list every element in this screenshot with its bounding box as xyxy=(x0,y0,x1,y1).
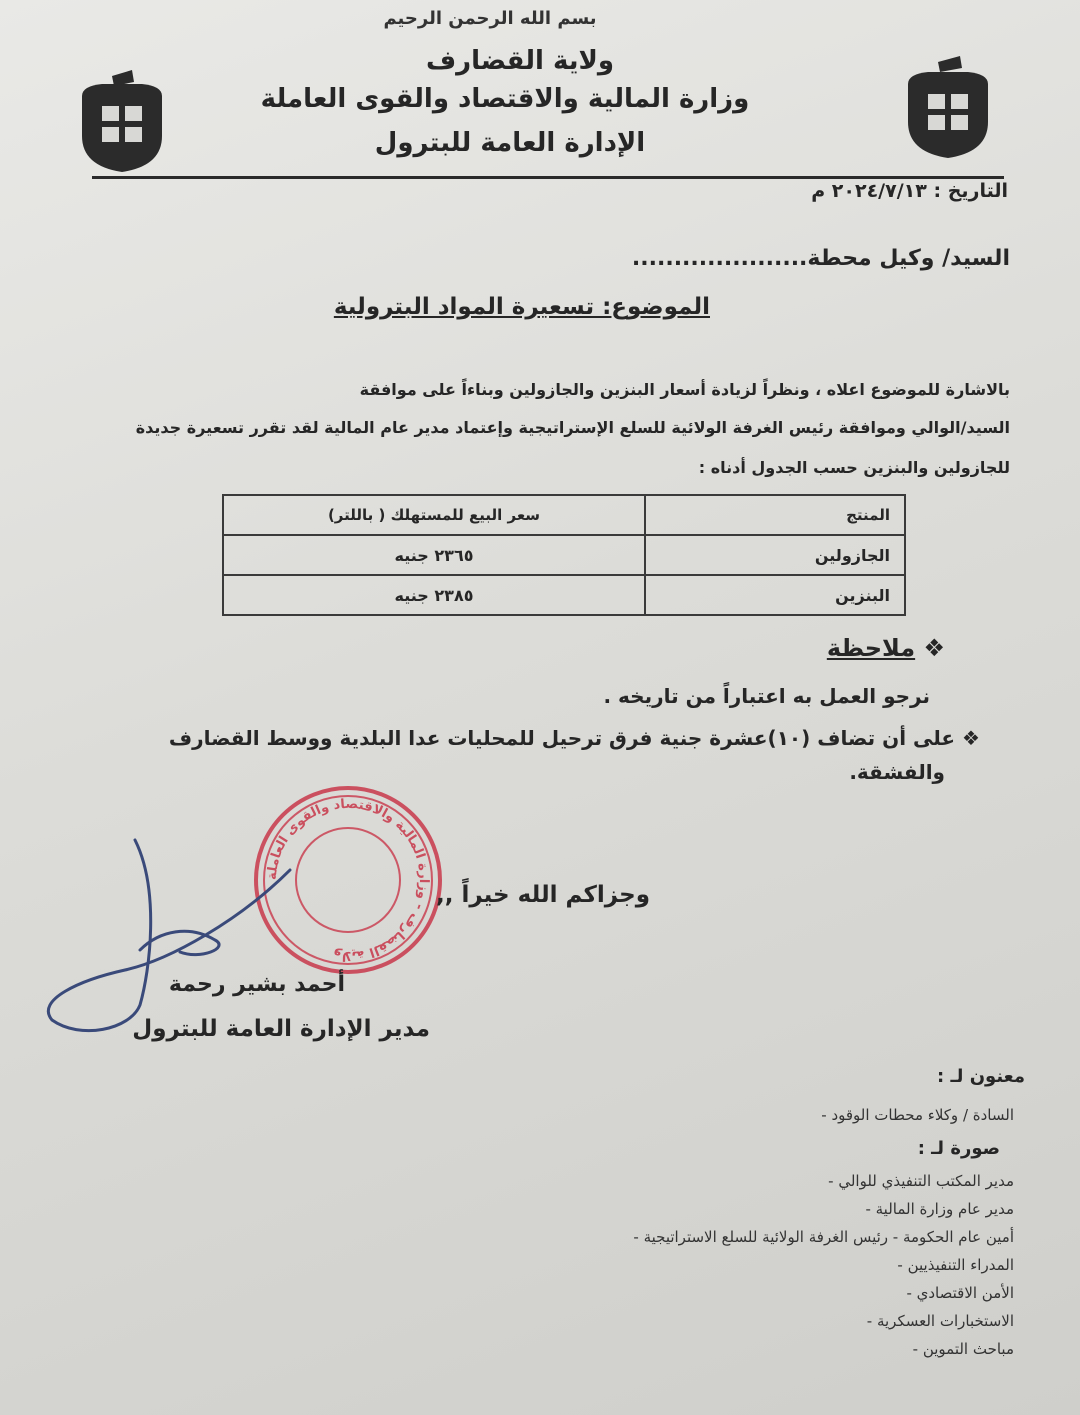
ministry-name: وزارة المالية والاقتصاد والقوى العاملة xyxy=(260,84,750,114)
subject-line: الموضوع: تسعيرة المواد البترولية xyxy=(333,294,710,320)
cc-item-text: مدير المكتب التنفيذي للوالي xyxy=(838,1172,1014,1190)
signatory-name: أحمد بشير رحمة xyxy=(168,972,345,997)
cc-item: الاستخبارات العسكرية - xyxy=(866,1312,1014,1330)
state-emblem-left-icon xyxy=(72,66,172,176)
price-table xyxy=(222,494,906,616)
state-emblem-right-icon xyxy=(898,50,998,160)
stamp-text: ولاية القضارف - وزارة المالية والاقتصاد والقوى العاملة xyxy=(264,796,432,964)
product-cell: البنزين xyxy=(645,575,905,615)
state-name: ولاية القضارف xyxy=(425,46,615,76)
cc-item: الأمن الاقتصادي - xyxy=(906,1284,1014,1302)
note-heading xyxy=(827,634,945,662)
cc-item-text: المدراء التنفيذيين xyxy=(907,1256,1014,1274)
cc-item-text: الاستخبارات العسكرية xyxy=(876,1312,1014,1330)
price-cell: ٢٣٦٥ جنيه xyxy=(223,535,645,575)
header-divider xyxy=(92,176,1004,179)
date-value: ٢٠٢٤/٧/١٣ م xyxy=(811,180,927,202)
body-line: السيد/الوالي وموافقة رئيس الغرفة الولائية للسلع الإستراتيجية وإعتماد مدير عام المالية لقد تقرر تسعيرة جديدة xyxy=(135,418,1010,437)
cc-item-text: أمين عام الحكومة - رئيس الغرفة الولائية للسلع الاستراتيجية xyxy=(643,1228,1014,1246)
cc-item-text: الأمن الاقتصادي xyxy=(916,1284,1014,1302)
note-title: ملاحظة xyxy=(826,634,916,662)
addressee xyxy=(632,246,1010,271)
bullet-diamond-icon: ❖ xyxy=(955,726,980,750)
closing-line: وجزاكم الله خيراً ,, xyxy=(436,882,650,908)
cc-item: مدير المكتب التنفيذي للوالي - xyxy=(828,1172,1014,1190)
addressed-item: السادة / وكلاء محطات الوقود - xyxy=(821,1106,1014,1124)
price-table-header-row xyxy=(223,495,905,535)
note-item: والفشقة. xyxy=(849,760,945,784)
cc-item: أمين عام الحكومة - رئيس الغرفة الولائية للسلع الاستراتيجية - xyxy=(633,1228,1014,1246)
column-header-price: سعر البيع للمستهلك ( باللتر) xyxy=(223,495,645,535)
note-item-text: على أن تضاف (١٠)عشرة جنية فرق ترحيل للمحليات عدا البلدية ووسط القضارف xyxy=(168,726,956,750)
date-line xyxy=(811,180,1008,202)
cc-item: مدير عام وزارة المالية - xyxy=(865,1200,1014,1218)
cc-item-text: مدير عام وزارة المالية xyxy=(875,1200,1014,1218)
addressee-text: السيد/ وكيل محطة xyxy=(807,246,1010,271)
body-line: بالاشارة للموضوع اعلاه ، ونظراً لزيادة أسعار البنزين والجازولين وبناءاً على موافقة xyxy=(359,380,1010,399)
addressed-item-text: السادة / وكلاء محطات الوقود xyxy=(831,1106,1014,1124)
table-row xyxy=(223,535,905,575)
note-item xyxy=(169,726,980,750)
department-name: الإدارة العامة للبترول xyxy=(374,128,646,158)
bullet-diamond-icon: ❖ xyxy=(915,634,945,662)
signatory-title: مدير الإدارة العامة للبترول xyxy=(132,1016,430,1042)
basmala: بسم الله الرحمن الرحيم xyxy=(383,8,597,29)
addressee-dots: ..................... xyxy=(631,246,808,271)
product-cell: الجازولين xyxy=(645,535,905,575)
column-header-product: المنتج xyxy=(645,495,905,535)
note-item: نرجو العمل به اعتباراً من تاريخه . xyxy=(603,684,930,708)
date-label: التاريخ : xyxy=(933,180,1008,202)
addressed-to-label: معنون لـ : xyxy=(937,1066,1025,1087)
cc-item: مباحث التموين - xyxy=(912,1340,1014,1358)
price-cell: ٢٣٨٥ جنيه xyxy=(223,575,645,615)
body-line: للجازولين والبنزين حسب الجدول أدناه : xyxy=(698,458,1010,477)
copy-to-label: صورة لـ : xyxy=(917,1138,1000,1159)
cc-item: المدراء التنفيذيين - xyxy=(897,1256,1014,1274)
cc-item-text: مباحث التموين xyxy=(922,1340,1014,1358)
table-row xyxy=(223,575,905,615)
